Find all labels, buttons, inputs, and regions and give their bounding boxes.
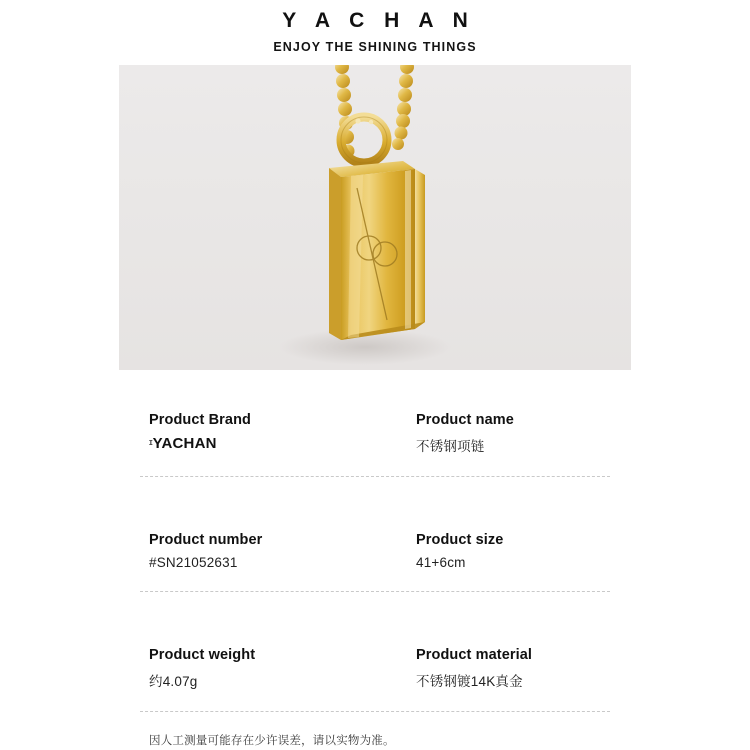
bar-pendant xyxy=(329,161,425,340)
spec-cell-material xyxy=(375,647,610,690)
page-header xyxy=(0,0,750,54)
spec-label-size: Product size xyxy=(416,532,504,549)
measurement-disclaimer: 因人工测量可能存在少许误差，请以实物为准。 xyxy=(149,735,395,748)
product-photo-inner xyxy=(119,65,631,370)
brand-value-text: YACHAN xyxy=(152,435,217,453)
spec-label-material: Product material xyxy=(416,647,533,664)
product-photo xyxy=(119,65,631,370)
divider-3 xyxy=(140,711,610,712)
necklace-illustration xyxy=(119,65,631,370)
spec-cell-size xyxy=(375,532,610,570)
spacer-before-divider-3 xyxy=(140,690,610,711)
spec-label-brand: Product Brand xyxy=(149,412,251,429)
product-specs xyxy=(140,386,610,712)
spec-value-number: #SN21052631 xyxy=(149,555,238,571)
spacer-top xyxy=(140,386,610,408)
spec-row-brand xyxy=(140,408,610,455)
spec-row-weight xyxy=(140,643,610,690)
spec-value-size: 41+6cm xyxy=(416,555,466,571)
spec-label-name: Product name xyxy=(416,412,514,429)
brand-prefix-mark: ɪ xyxy=(149,437,153,448)
spec-row-number xyxy=(140,528,610,570)
chain-beads-right xyxy=(392,65,414,150)
spec-cell-brand xyxy=(140,412,375,455)
spacer-after-divider-1 xyxy=(140,477,610,528)
spec-label-weight: Product weight xyxy=(149,647,256,664)
spacer-before-divider-2 xyxy=(140,570,610,591)
brand-tagline: ENJOY THE SHINING THINGS xyxy=(273,40,477,55)
spec-cell-weight xyxy=(140,647,375,690)
brand-title: Y A C H A N xyxy=(282,9,475,32)
spec-value-brand xyxy=(149,435,375,452)
spec-cell-number xyxy=(140,532,375,570)
spec-label-number: Product number xyxy=(149,532,263,549)
spacer-before-divider-1 xyxy=(140,455,610,476)
spec-cell-name xyxy=(375,412,610,455)
spec-value-weight: 约4.07g xyxy=(149,674,198,690)
spec-value-material: 不锈钢镀14K真金 xyxy=(416,674,523,690)
spacer-after-divider-2 xyxy=(140,592,610,643)
spec-value-name: 不锈钢项链 xyxy=(416,439,485,455)
